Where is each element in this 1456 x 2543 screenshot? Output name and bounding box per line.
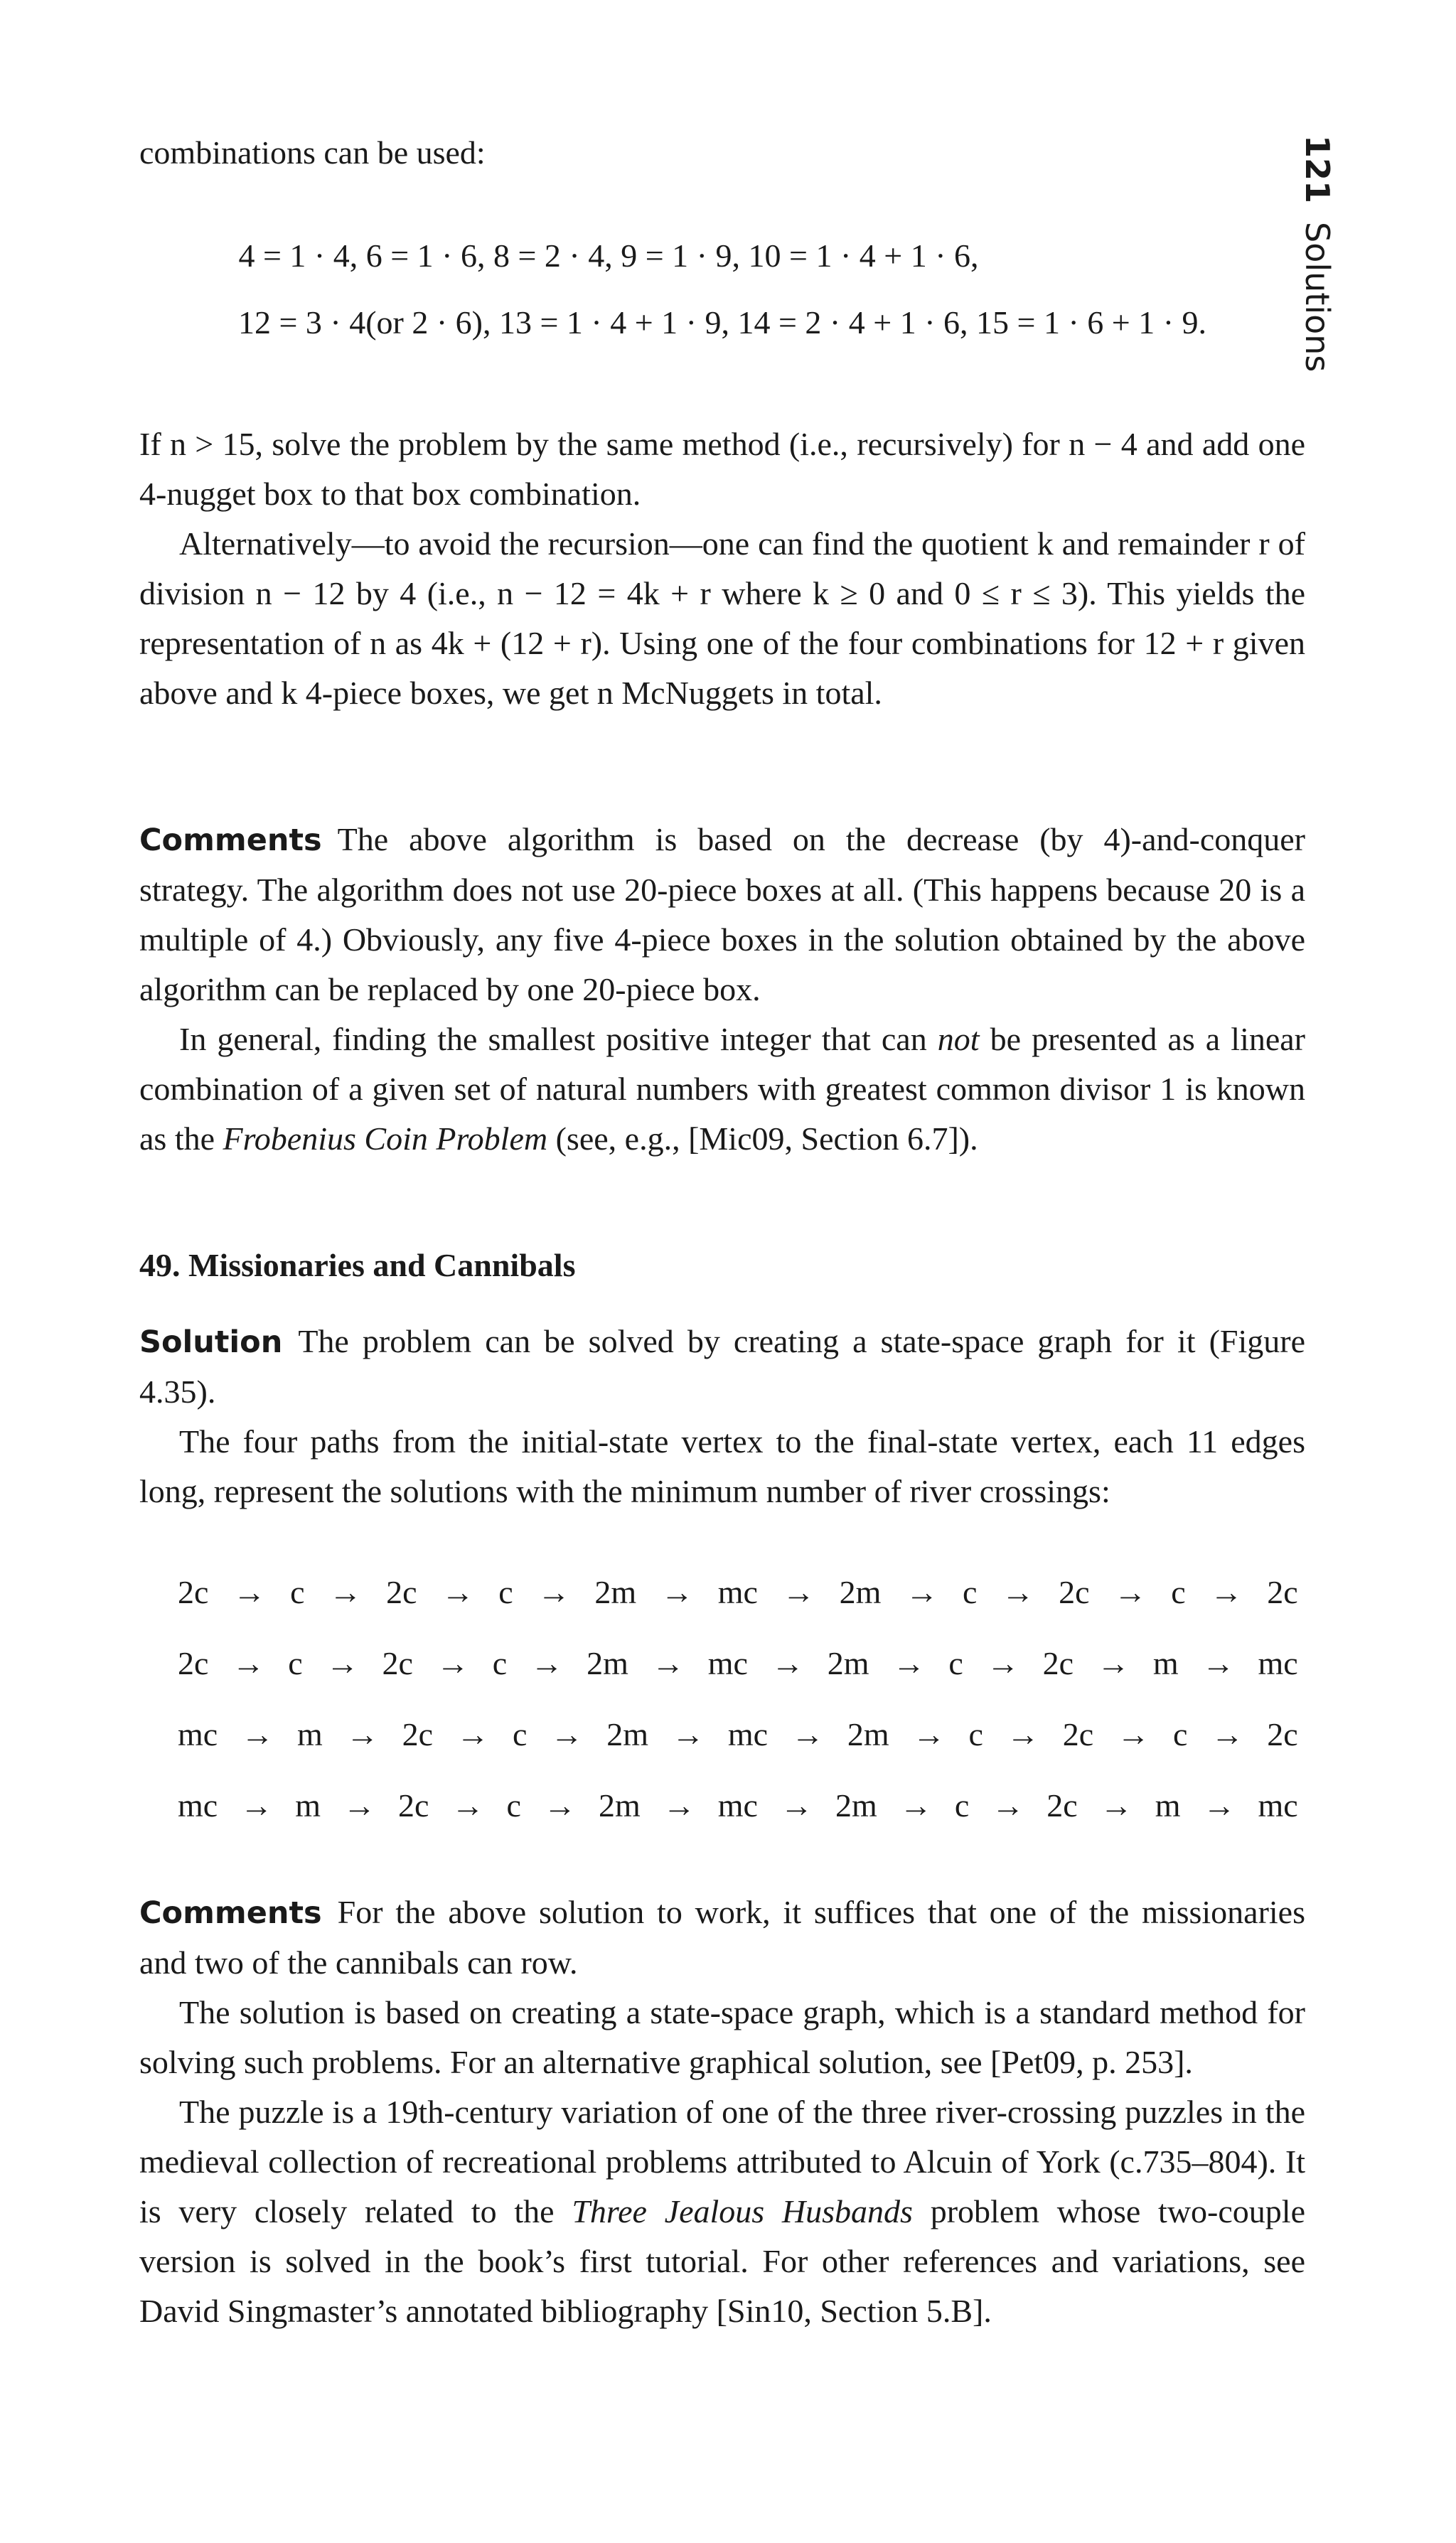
paths-block (139, 1568, 1305, 1831)
solution-label: Solution (139, 1324, 283, 1360)
comments-label: Comments (139, 823, 322, 858)
equation-line-1: 4 = 1 · 4, 6 = 1 · 6, 8 = 2 · 4, 9 = 1 · 9, 10 = 1 · 4 + 1 · 6, (238, 237, 979, 274)
comments-block-2 (139, 1888, 1305, 2336)
running-head-section: Solutions (1298, 222, 1337, 373)
comments-block-1 (139, 815, 1305, 1164)
intro-text: combinations can be used: (139, 134, 486, 171)
history-paragraph: The puzzle is a 19th-century variation of one of the three river-crossing puzzles in the medieval collection of recreational problems attributed to Alcuin of York (c.735–804). It is very closely related to the Three Jealous Husbands problem whose two-couple version is solved in the book’s first tutorial. For other references and variations, see David Singmaster’s annotated bibliography [Sin10, Section 5.B]. (139, 2094, 1305, 2329)
equations-block (139, 231, 1305, 348)
paragraph-recursive: If n > 15, solve the problem by the same method (i.e., recursively) for n − 4 and add one 4-nugget box to that box combination. (139, 426, 1305, 512)
equation-line-2: 12 = 3 · 4(or 2 · 6), 13 = 1 · 4 + 1 · 9, 14 = 2 · 4 + 1 · 6, 15 = 1 · 6 + 1 · 9. (237, 304, 1207, 341)
path-row: mc → m → 2c → c → 2m → mc → 2m → c → 2c → m → mc (178, 1787, 1298, 1824)
comments-text: The above algorithm is based on the decrease (by 4)-and-conquer strategy. The algorithm does not use 20-piece boxes at all. (This happens because 20 is a multiple of 4.) Obviously, any five 4-piece boxes in the solution obtained by the above algorithm can be replaced by one 20-piece box. (139, 821, 1305, 1007)
comments-label: Comments (139, 1895, 322, 1931)
solution-block (139, 1317, 1305, 1516)
frobenius-paragraph: In general, finding the smallest positive integer that can not be presented as a linear combination of a given set of natural numbers with greatest common divisor 1 is known as the Frobenius Coin Problem (see, e.g., [Mic09, Section 6.7]). (139, 1021, 1306, 1157)
page-number: 121 (1298, 135, 1337, 204)
path-row: mc → m → 2c → c → 2m → mc → 2m → c → 2c → c → 2c (178, 1716, 1298, 1752)
solution-text: The problem can be solved by creating a state-space graph for it (Figure 4.35). (139, 1323, 1305, 1410)
comments-text: For the above solution to work, it suffices that one of the missionaries and two of the cannibals can row. (139, 1894, 1305, 1981)
section-heading: 49. Missionaries and Cannibals (139, 1247, 576, 1283)
recursion-text (139, 419, 1305, 718)
solution-paragraph: The four paths from the initial-state vertex to the final-state vertex, each 11 edges long, represent the solutions with the minimum number of river crossings: (139, 1423, 1305, 1509)
section-heading-block (139, 1241, 1305, 1290)
paragraph-alternative: Alternatively—to avoid the recursion—one can find the quotient k and remainder r of division n − 12 by 4 (i.e., n − 12 = 4k + r where k ≥ 0 and 0 ≤ r ≤ 3). This yields the representation of n as 4k + (12 + r). Using one of the four combinations for 12 + r given above and k 4-piece boxes, we get n McNuggets in total. (139, 525, 1305, 711)
intro-block (139, 128, 1305, 178)
state-space-paragraph: The solution is based on creating a state-space graph, which is a standard method for solving such problems. For an alternative graphical solution, see [Pet09, p. 253]. (139, 1994, 1305, 2080)
path-row: 2c → c → 2c → c → 2m → mc → 2m → c → 2c → c → 2c (178, 1574, 1298, 1610)
path-row: 2c → c → 2c → c → 2m → mc → 2m → c → 2c → m → mc (178, 1645, 1298, 1681)
